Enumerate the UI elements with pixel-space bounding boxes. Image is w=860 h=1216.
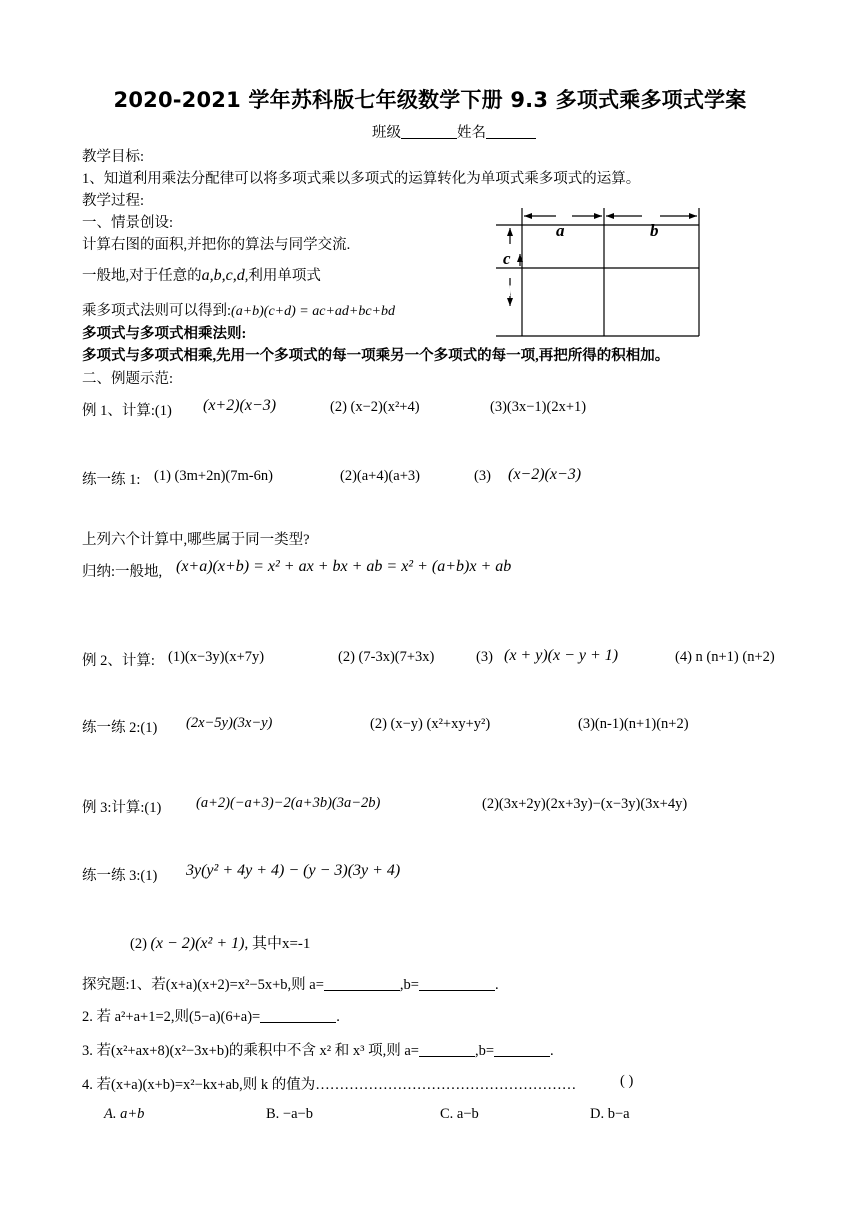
practice-2-problem-2: (2) (x−y) (x²+xy+y²)	[370, 716, 491, 732]
scenario-line-2	[82, 264, 321, 285]
example-3-problem-1: (a+2)(−a+3)−2(a+3b)(3a−2b)	[196, 795, 381, 811]
same-type-question: 上列六个计算中,哪些属于同一类型?	[82, 532, 310, 548]
practice-1-problem-1: (1) (3m+2n)(7m-6n)	[154, 468, 273, 484]
area-figure	[494, 206, 704, 338]
goals-item-1: 1、知道利用乘法分配律可以将多项式乘以多项式的运算转化为单项式乘多项式的运算。	[82, 171, 641, 187]
page-title: 2020-2021 学年苏科版七年级数学下册 9.3 多项式乘多项式学案	[113, 88, 747, 112]
explore-question-3	[82, 1039, 554, 1060]
q1-prefix: 探究题:1、若(x+a)(x+2)=x²−5x+b,则 a=	[82, 977, 324, 993]
example-1-problem-3: (3)(3x−1)(2x+1)	[490, 399, 587, 415]
figure-label-d: d	[504, 284, 512, 300]
example-2-problem-2: (2) (7-3x)(7+3x)	[338, 649, 435, 665]
example-2-problem-4: (4) n (n+1) (n+2)	[675, 649, 775, 665]
example-3-label: 例 3:计算:(1)	[82, 800, 162, 816]
figure-label-a: a	[556, 221, 565, 240]
q3-end: .	[550, 1043, 554, 1059]
practice-1-problem-2: (2)(a+4)(a+3)	[340, 468, 420, 484]
q3-blank-b[interactable]	[494, 1042, 550, 1057]
example-2-problem-3: (x + y)(x − y + 1)	[504, 647, 619, 664]
option-d[interactable]: D. b−a	[590, 1106, 630, 1122]
summary-formula: (x+a)(x+b) = x² + ax + bx + ab = x² + (a+b)x + ab	[176, 558, 512, 575]
option-c[interactable]: C. a−b	[440, 1106, 479, 1122]
line2-vars: a,b,c,d	[201, 267, 245, 284]
q3-blank-a[interactable]	[419, 1042, 475, 1057]
scenario-line-3	[82, 299, 395, 320]
practice-3-problem-2	[130, 932, 310, 953]
q2-prefix: 2. 若 a²+a+1=2,则(5−a)(6+a)=	[82, 1009, 261, 1025]
rule-heading: 多项式与多项式相乘法则:	[82, 326, 247, 342]
option-b[interactable]: B. −a−b	[266, 1106, 313, 1122]
distributive-formula: (a+b)(c+d) = ac+ad+bc+bd	[231, 304, 396, 319]
practice-2-problem-1: (2x−5y)(3x−y)	[186, 715, 273, 731]
practice-3-problem-2-condition: , 其中x=-1	[244, 936, 311, 952]
figure-label-c: c	[503, 249, 511, 268]
example-2-label: 例 2、计算:	[82, 653, 155, 669]
rule-text: 多项式与多项式相乘,先用一个多项式的每一项乘另一个多项式的每一项,再把所得的积相加。	[82, 348, 670, 364]
explore-question-1	[82, 973, 499, 994]
example-2-problem-1: (1)(x−3y)(x+7y)	[168, 649, 265, 665]
class-label: 班级	[372, 125, 401, 141]
example-1-problem-2: (2) (x−2)(x²+4)	[330, 399, 420, 415]
practice-3-problem-2-label: (2)	[130, 936, 147, 952]
q3-prefix: 3. 若(x²+ax+8)(x²−3x+b)的乘积中不含 x² 和 x³ 项,则 a=	[82, 1043, 419, 1059]
name-blank[interactable]	[486, 124, 536, 139]
option-a[interactable]: A. a+b	[104, 1106, 145, 1122]
q1-mid: ,b=	[399, 977, 419, 993]
line2-prefix: 一般地,对于任意的	[82, 268, 202, 284]
line2-suffix: ,利用单项式	[244, 268, 321, 284]
section-1-heading: 一、情景创设:	[82, 215, 174, 231]
examples-heading: 二、例题示范:	[82, 371, 174, 387]
example-1-problem-1: (x+2)(x−3)	[203, 397, 277, 414]
process-heading: 教学过程:	[82, 193, 145, 209]
explore-question-2	[82, 1005, 340, 1026]
practice-1-problem-3: (x−2)(x−3)	[508, 466, 582, 483]
q2-blank[interactable]	[260, 1008, 336, 1023]
practice-2-problem-3: (3)(n-1)(n+1)(n+2)	[578, 716, 689, 732]
q2-end: .	[336, 1009, 340, 1025]
q4-answer-paren[interactable]: ( )	[620, 1073, 634, 1089]
q1-blank-a[interactable]	[324, 976, 400, 991]
practice-3-problem-2-expr: (x − 2)(x² + 1)	[150, 935, 245, 952]
example-2-problem-3-label: (3)	[476, 649, 493, 665]
goals-heading: 教学目标:	[82, 149, 145, 165]
example-3-problem-2: (2)(3x+2y)(2x+3y)−(x−3y)(3x+4y)	[482, 796, 688, 812]
class-blank[interactable]	[401, 124, 457, 139]
summary-label: 归纳:一般地,	[82, 564, 163, 580]
name-label: 姓名	[457, 125, 486, 141]
scenario-line-1: 计算右图的面积,并把你的算法与同学交流.	[82, 237, 351, 253]
practice-1-problem-3-label: (3)	[474, 468, 491, 484]
q1-end: .	[494, 977, 499, 993]
practice-1-label: 练一练 1:	[82, 472, 141, 488]
class-name-line	[372, 121, 536, 142]
q3-mid: ,b=	[474, 1043, 495, 1059]
line3-prefix: 乘多项式法则可以得到:	[82, 303, 232, 319]
explore-question-4: 4. 若(x+a)(x+b)=x²−kx+ab,则 k 的值为………………………………………………	[82, 1077, 577, 1093]
figure-label-b: b	[650, 221, 659, 240]
practice-2-label: 练一练 2:(1)	[82, 720, 158, 736]
practice-3-label: 练一练 3:(1)	[82, 868, 158, 884]
practice-3-problem-1: 3y(y² + 4y + 4) − (y − 3)(3y + 4)	[186, 862, 401, 879]
q1-blank-b[interactable]	[419, 976, 495, 991]
example-1-label: 例 1、计算:(1)	[82, 403, 172, 419]
